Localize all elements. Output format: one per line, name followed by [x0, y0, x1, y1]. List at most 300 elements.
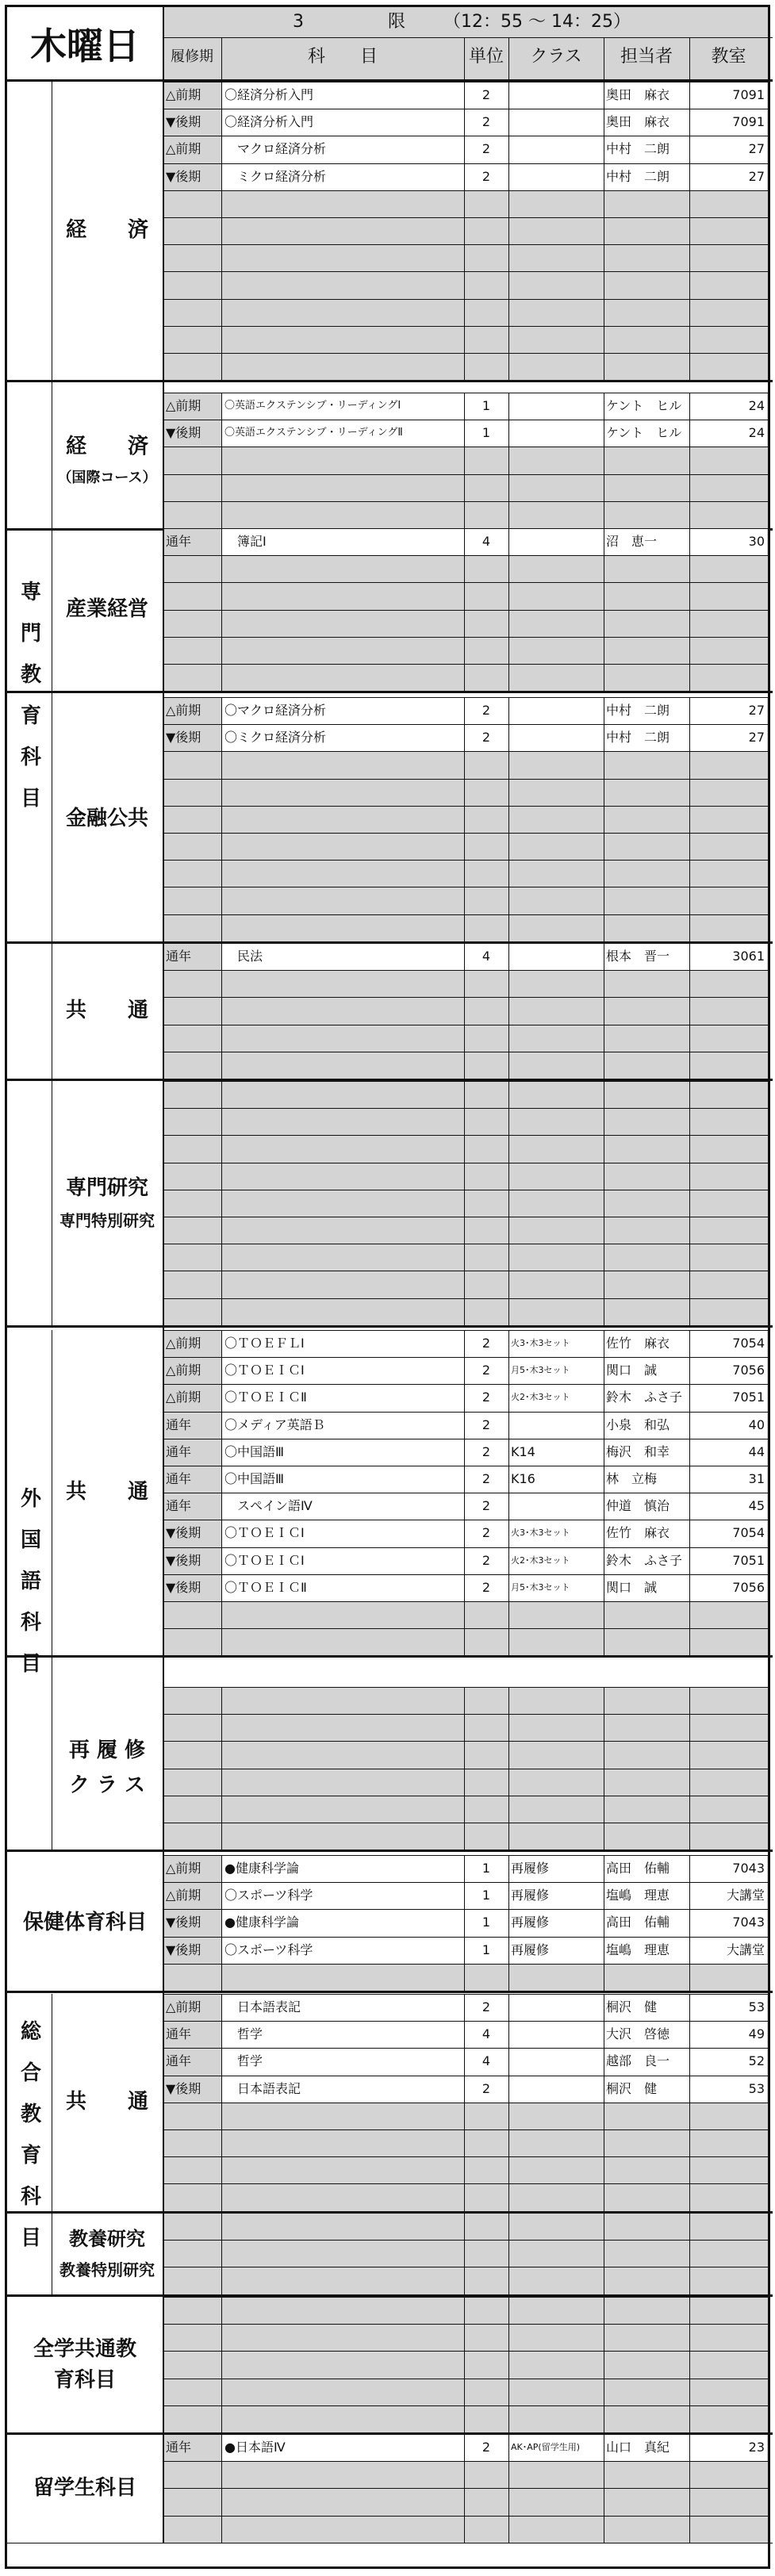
term-cell: 通年	[166, 2440, 192, 2455]
term-cell: 通年	[166, 1498, 192, 1514]
row-bg	[163, 271, 768, 298]
grid-line	[508, 1330, 509, 1357]
grid-line	[163, 1628, 768, 1629]
section-label	[52, 1081, 163, 1325]
grid-line	[163, 190, 768, 191]
grid-line	[163, 1298, 768, 1299]
row-bg	[163, 1796, 768, 1823]
grid-line	[508, 1687, 509, 1850]
room-cell: 27	[748, 141, 765, 157]
row-bg	[163, 2129, 768, 2156]
grid-line	[163, 244, 768, 245]
section-label	[52, 697, 163, 941]
grid-line	[508, 163, 509, 190]
term-cell: ▼後期	[166, 168, 201, 184]
row-bg	[163, 1025, 768, 1052]
units-cell: 2	[481, 1336, 491, 1351]
units-cell: 2	[481, 1471, 491, 1486]
room-cell: 7054	[732, 1336, 765, 1351]
section-sangyo: 産業経営	[65, 596, 148, 621]
row-bg	[163, 2183, 768, 2210]
teacher-cell: 林 立梅	[606, 1471, 658, 1486]
row-bg	[163, 2156, 768, 2183]
group-ryugakusei	[7, 2434, 163, 2543]
teacher-cell: 中村 二朗	[606, 168, 670, 184]
section-label	[52, 393, 163, 528]
term-cell: ▼後期	[166, 1942, 201, 1957]
row-bg	[163, 2297, 768, 2324]
grid-line	[163, 1964, 768, 1965]
room-cell: 7043	[732, 1915, 765, 1930]
grid-line	[508, 1520, 509, 1547]
subject-cell: 〇スポーツ科学	[224, 1942, 313, 1957]
room-cell: 27	[748, 703, 765, 718]
grid-line	[221, 37, 222, 79]
grid-line	[221, 2213, 222, 2294]
group-hoken-text: 保健体育科目	[22, 1911, 147, 1934]
subject-cell: マクロ経済分析	[224, 141, 327, 157]
units-cell: 2	[481, 1416, 491, 1432]
row-bg	[163, 833, 768, 860]
subject-cell: 哲学	[224, 2053, 263, 2069]
term-cell: 通年	[166, 949, 192, 964]
subject-cell: ミクロ経済分析	[224, 168, 327, 184]
term-cell: 通年	[166, 2026, 192, 2042]
units-cell: 1	[481, 398, 491, 413]
grid-line	[221, 2297, 222, 2432]
section-kyotsu-senmon: 共 通	[65, 998, 148, 1022]
grid-line	[508, 420, 509, 447]
grid-line	[163, 637, 768, 638]
subject-cell: 〇ＴＯＥＩＣⅠ	[224, 1552, 305, 1568]
subject-cell: 簿記Ⅰ	[224, 534, 267, 549]
grid-line	[163, 7, 164, 79]
grid-line	[163, 299, 768, 300]
grid-line	[163, 1714, 768, 1715]
grid-line	[508, 1574, 509, 1601]
class-cell: 月5･木3セット	[511, 1365, 570, 1376]
room-cell: 44	[748, 1443, 765, 1459]
grid-line	[508, 37, 509, 79]
section-sairishu: 再 履 修	[68, 1738, 146, 1762]
teacher-cell: 高田 佑輔	[606, 1915, 670, 1930]
grid-line	[163, 2240, 768, 2241]
teacher-cell: 仲道 慎治	[606, 1498, 670, 1514]
subject-cell: 〇経済分析入門	[224, 87, 314, 102]
teacher-cell: 塩嶋 理恵	[606, 1888, 670, 1903]
row-bg	[163, 1628, 768, 1655]
grid-line	[163, 1135, 768, 1136]
grid-line	[163, 2461, 768, 2462]
row-bg	[163, 501, 768, 528]
section-label	[52, 1687, 163, 1850]
term-cell: △前期	[166, 398, 201, 413]
grid-line	[221, 1687, 222, 1850]
room-cell: 7056	[732, 1363, 765, 1378]
room-cell: 7051	[732, 1390, 765, 1405]
term-cell: ▼後期	[166, 1525, 201, 1541]
class-cell: 再履修	[511, 1861, 550, 1876]
section-kyoyo-tokubetsu: 教養特別研究	[59, 2260, 155, 2279]
term-cell: ▼後期	[166, 114, 201, 130]
grid-line	[163, 833, 768, 834]
teacher-cell: 奥田 麻衣	[606, 87, 670, 102]
room-cell: 7091	[732, 114, 765, 130]
row-bg	[163, 751, 768, 778]
subject-cell: 〇メディア英語Ｂ	[224, 1416, 325, 1432]
class-cell: 再履修	[511, 1942, 550, 1957]
units-cell: 4	[481, 2053, 491, 2069]
teacher-cell: ケント ヒル	[606, 398, 682, 413]
subject-cell: 哲学	[224, 2026, 263, 2042]
subject-cell: 〇ミクロ経済分析	[224, 730, 327, 746]
room-cell: 27	[748, 168, 765, 184]
row-bg	[163, 1964, 768, 1991]
units-cell: 1	[481, 1861, 491, 1876]
room-cell: 大講堂	[726, 1888, 765, 1903]
grid-line	[508, 1412, 509, 1439]
grid-line	[508, 2076, 509, 2103]
grid-line	[163, 501, 768, 502]
term-cell: ▼後期	[166, 425, 201, 441]
row-bg	[163, 2351, 768, 2378]
term-cell: △前期	[166, 141, 201, 157]
group-zengaku-text: 全学共通教育科目	[33, 2336, 136, 2392]
row-bg	[163, 1081, 768, 1108]
row-bg	[163, 1217, 768, 1244]
grid-line	[508, 1547, 509, 1574]
teacher-cell: 鈴木 ふさ子	[606, 1552, 683, 1568]
units-cell: 2	[481, 730, 491, 746]
term-cell: 通年	[166, 1471, 192, 1486]
row-bg	[163, 1823, 768, 1850]
section-label	[52, 1994, 163, 2211]
teacher-cell: 越部 良一	[606, 2053, 670, 2069]
units-cell: 2	[481, 2440, 491, 2455]
subject-cell: 〇ＴＯＥＩＣⅠ	[224, 1525, 305, 1541]
grid-line	[508, 136, 509, 163]
section-label	[52, 943, 163, 1079]
teacher-cell: 高田 佑輔	[606, 1861, 670, 1876]
grid-line	[508, 1937, 509, 1964]
room-cell: 52	[748, 2053, 765, 2069]
room-cell: 27	[748, 730, 765, 746]
row-bg	[163, 190, 768, 217]
grid-line	[508, 109, 509, 136]
row-bg	[163, 1741, 768, 1768]
term-cell: △前期	[166, 1390, 201, 1405]
class-cell: 火2･木3セット	[511, 1554, 570, 1566]
subject-cell: 〇スポーツ科学	[224, 1888, 313, 1903]
units-cell: 4	[481, 2026, 491, 2042]
grid-line	[163, 474, 768, 475]
row-bg	[163, 779, 768, 806]
grid-line	[163, 2129, 768, 2130]
units-cell: 2	[481, 87, 491, 102]
grid-line	[508, 528, 509, 555]
room-cell: 7056	[732, 1579, 765, 1595]
grid-line	[163, 82, 164, 2543]
row-bg	[163, 1714, 768, 1741]
teacher-cell: 沼 恵一	[606, 534, 658, 549]
grid-line	[163, 217, 768, 218]
row-bg	[163, 1052, 768, 1079]
room-cell: 7054	[732, 1525, 765, 1541]
grid-line	[163, 1108, 768, 1109]
row-bg	[163, 2103, 768, 2129]
row-bg	[163, 610, 768, 637]
row-bg	[163, 299, 768, 326]
grid-line	[163, 2405, 768, 2406]
row-bg	[163, 582, 768, 609]
units-cell: 2	[481, 1390, 491, 1405]
grid-line	[508, 1466, 509, 1493]
grid-line	[508, 1081, 509, 1325]
subject-cell: 〇マクロ経済分析	[224, 703, 327, 718]
term-cell: △前期	[166, 1888, 201, 1903]
class-cell: AK･AP(留学生用)	[511, 2442, 580, 2452]
term-cell: ▼後期	[166, 2080, 201, 2096]
row-bg	[163, 2324, 768, 2351]
term-cell: △前期	[166, 1336, 201, 1351]
teacher-cell: 桐沢 健	[606, 1999, 658, 2014]
row-bg	[163, 1135, 768, 1162]
row-bg	[163, 2267, 768, 2294]
grid-line	[508, 943, 509, 970]
room-cell: 23	[748, 2440, 765, 2455]
term-cell: △前期	[166, 1861, 201, 1876]
room-cell: 40	[748, 1416, 765, 1432]
subject-cell: スペイン語Ⅳ	[224, 1498, 313, 1514]
row-bg	[163, 914, 768, 941]
grid-line	[508, 1357, 509, 1384]
grid-line	[7, 1325, 773, 1328]
row-bg	[163, 997, 768, 1024]
units-cell: 2	[481, 1525, 491, 1541]
row-bg	[163, 1244, 768, 1271]
subject-cell: 〇ＴＯＥＩＣⅠ	[224, 1363, 305, 1378]
row-bg	[163, 1769, 768, 1796]
grid-line	[689, 37, 690, 79]
room-cell: 53	[748, 2080, 765, 2096]
section-sairishu-class: ク ラ ス	[68, 1773, 146, 1797]
section-label	[52, 1330, 163, 1655]
room-cell: 7043	[732, 1861, 765, 1876]
room-cell: 49	[748, 2026, 765, 2042]
row-bg	[163, 447, 768, 473]
row-bg	[163, 637, 768, 664]
units-cell: 4	[481, 949, 491, 964]
col-room: 教室	[711, 47, 746, 67]
grid-line	[163, 2156, 768, 2157]
group-hoken	[7, 1855, 163, 1991]
room-cell: 45	[748, 1498, 765, 1514]
row-bg	[163, 2379, 768, 2405]
grid-line	[689, 1687, 690, 1850]
class-cell: 再履修	[511, 1888, 550, 1903]
grid-line	[221, 1081, 222, 1325]
class-cell: 再履修	[511, 1915, 550, 1930]
grid-line	[464, 2297, 465, 2432]
row-bg	[163, 970, 768, 997]
class-cell: 火2･木3セット	[511, 1392, 570, 1403]
grid-line	[163, 2516, 768, 2517]
grid-line	[163, 1601, 768, 1602]
grid-line	[163, 664, 768, 665]
group-ryugakusei-text: 留学生科目	[33, 2476, 136, 2500]
term-cell: ▼後期	[166, 730, 201, 746]
units-cell: 1	[481, 1888, 491, 1903]
teacher-cell: 大沢 啓徳	[606, 2026, 670, 2042]
row-bg	[163, 1190, 768, 1217]
grid-line	[508, 1855, 509, 1882]
grid-line	[163, 997, 768, 998]
row-bg	[163, 1271, 768, 1298]
period-number: 3	[293, 12, 304, 32]
section-label	[52, 82, 163, 380]
grid-line	[163, 326, 768, 327]
grid-line	[508, 1384, 509, 1411]
grid-line	[508, 724, 509, 751]
row-bg	[163, 2240, 768, 2267]
grid-line	[7, 1850, 773, 1852]
units-cell: 2	[481, 168, 491, 184]
term-cell: △前期	[166, 1999, 201, 2014]
teacher-cell: ケント ヒル	[606, 425, 682, 441]
room-cell: 30	[748, 534, 765, 549]
row-bg	[163, 887, 768, 914]
teacher-cell: 鈴木 ふさ子	[606, 1390, 683, 1405]
units-cell: 2	[481, 1498, 491, 1514]
row-bg	[163, 2461, 768, 2488]
grid-line	[163, 610, 768, 611]
subject-cell: 〇経済分析入門	[224, 114, 314, 130]
teacher-cell: 梅沢 和幸	[606, 1443, 670, 1459]
grid-line	[163, 2183, 768, 2184]
subject-cell: 〇ＴＯＥＦＬⅠ	[224, 1336, 305, 1351]
teacher-cell: 中村 二朗	[606, 141, 670, 157]
section-keizai: 経 済	[65, 218, 148, 243]
row-bg	[163, 1108, 768, 1135]
row-bg	[163, 1687, 768, 1714]
row-bg	[163, 860, 768, 887]
term-cell: 通年	[166, 1443, 192, 1459]
col-teacher: 担当者	[620, 47, 673, 67]
grid-line	[163, 1741, 768, 1742]
row-bg	[163, 1163, 768, 1190]
term-cell: 通年	[166, 2053, 192, 2069]
class-cell: 火3･木3セット	[511, 1528, 570, 1539]
grid-line	[7, 1655, 773, 1658]
grid-line	[508, 1994, 509, 2021]
term-cell: △前期	[166, 87, 201, 102]
term-cell: 通年	[166, 1416, 192, 1432]
grid-line	[464, 37, 465, 79]
units-cell: 2	[481, 2080, 491, 2096]
period-label: 限	[388, 12, 406, 32]
subject-cell: ●健康科学論	[224, 1915, 299, 1930]
subject-cell: 〇英語エクステンシブ・リーディングⅠ	[224, 400, 401, 412]
section-keizai-intl-sub: （国際コース）	[57, 469, 157, 486]
teacher-cell: 塩嶋 理恵	[606, 1942, 670, 1957]
grid-line	[689, 2213, 690, 2294]
grid-line	[508, 82, 509, 109]
room-cell: 大講堂	[726, 1942, 765, 1957]
section-keizai-intl: 経 済	[65, 434, 148, 458]
room-cell: 3061	[732, 949, 765, 964]
col-class: クラス	[530, 47, 582, 67]
grid-line	[7, 1991, 773, 1993]
row-bg	[163, 353, 768, 380]
grid-line	[163, 806, 768, 807]
grid-line	[163, 1081, 768, 1082]
grid-line	[508, 2021, 509, 2048]
grid-line	[508, 2213, 509, 2294]
row-bg	[163, 474, 768, 501]
room-cell: 24	[748, 425, 765, 441]
term-cell: ▼後期	[166, 1579, 201, 1595]
grid-line	[163, 271, 768, 272]
units-cell: 2	[481, 114, 491, 130]
grid-line	[689, 2297, 690, 2432]
teacher-cell: 小泉 和弘	[606, 1416, 670, 1432]
grid-line	[163, 353, 768, 354]
grid-line	[508, 1909, 509, 1936]
grid-line	[163, 860, 768, 861]
row-bg	[163, 217, 768, 244]
grid-line	[508, 1493, 509, 1520]
teacher-cell: 奥田 麻衣	[606, 114, 670, 130]
grid-line	[163, 2213, 768, 2214]
class-cell: 火3･木3セット	[511, 1338, 570, 1348]
grid-line	[163, 1687, 768, 1688]
row-bg	[163, 244, 768, 271]
row-bg	[163, 2213, 768, 2240]
subject-cell: ●日本語Ⅳ	[224, 2440, 286, 2455]
col-subject: 科 目	[307, 47, 378, 67]
class-cell: K14	[511, 1443, 535, 1459]
term-cell: △前期	[166, 1363, 201, 1378]
day-title: 木曜日	[30, 24, 140, 67]
grid-line	[508, 393, 509, 420]
group-zengaku	[7, 2297, 163, 2432]
row-bg	[163, 1298, 768, 1325]
row-bg	[163, 555, 768, 582]
units-cell: 2	[481, 703, 491, 718]
row-bg	[163, 664, 768, 691]
term-cell: 通年	[166, 534, 192, 549]
grid-line	[464, 2213, 465, 2294]
teacher-cell: 中村 二朗	[606, 703, 670, 718]
grid-line	[508, 2297, 509, 2432]
group-sogo	[7, 1994, 52, 2294]
subject-cell: ●健康科学論	[224, 1861, 299, 1876]
col-term: 履修期	[171, 48, 213, 65]
term-cell: ▼後期	[166, 1552, 201, 1568]
grid-line	[163, 2297, 768, 2298]
subject-cell: 〇ＴＯＥＩＣⅡ	[224, 1390, 307, 1405]
units-cell: 2	[481, 1443, 491, 1459]
section-label	[52, 528, 163, 691]
grid-line	[163, 970, 768, 971]
term-cell: ▼後期	[166, 1915, 201, 1930]
teacher-cell: 関口 誠	[606, 1363, 658, 1378]
teacher-cell: 根本 晋一	[606, 949, 670, 964]
teacher-cell: 中村 二朗	[606, 730, 670, 746]
room-cell: 31	[748, 1471, 765, 1486]
grid-line	[508, 2048, 509, 2075]
class-cell: 月5･木3セット	[511, 1581, 570, 1593]
